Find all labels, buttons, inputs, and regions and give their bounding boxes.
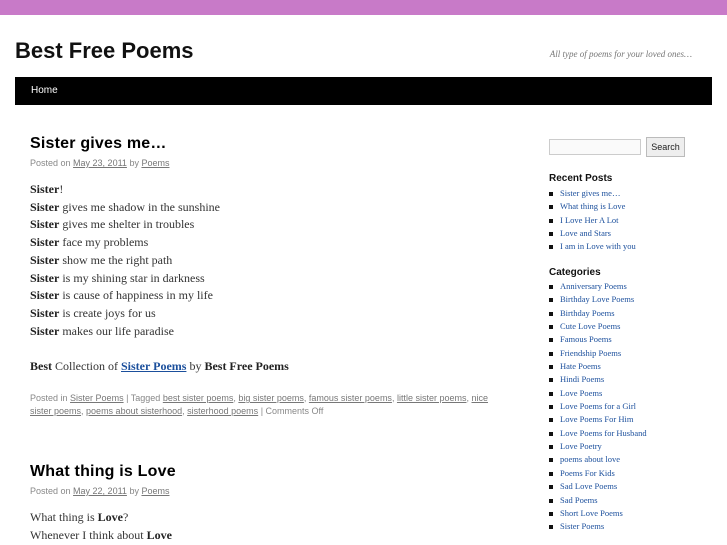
category-link[interactable]: Hate Poems [549, 360, 647, 373]
category-link[interactable]: Love Poetry [549, 440, 647, 453]
post-meta [30, 486, 176, 496]
category-link[interactable]: Poems For Kids [549, 467, 647, 480]
post-date-link[interactable]: May 23, 2011 [73, 158, 127, 168]
tag-link[interactable]: big sister poems [238, 393, 304, 404]
nav-home[interactable]: Home [31, 85, 58, 96]
comments-status: | Comments Off [260, 406, 324, 417]
recent-post-link[interactable]: Love and Stars [549, 227, 636, 240]
post-title[interactable]: What thing is Love [30, 463, 176, 480]
tag-link[interactable]: sisterhood poems [187, 406, 259, 417]
category-link[interactable]: Sad Love Poems [549, 480, 647, 493]
by-label: by [129, 486, 139, 496]
category-link[interactable]: Hindi Poems [549, 373, 647, 386]
category-link[interactable]: Anniversary Poems [549, 280, 647, 293]
category-link[interactable]: poems about love [549, 453, 647, 466]
site-tagline: All type of poems for your loved ones… [549, 49, 692, 59]
line-text: gives me shelter in troubles [59, 217, 195, 232]
category-link[interactable]: Short Love Poems [549, 507, 647, 520]
search-button[interactable]: Search [646, 137, 685, 157]
line-text: is cause of happiness in my life [59, 288, 213, 303]
category-link[interactable]: Cute Love Poems [549, 320, 647, 333]
post-sister-gives-me [30, 135, 500, 418]
category-link[interactable]: Sister Poems [70, 393, 124, 404]
recent-post-link[interactable]: What thing is Love [549, 200, 636, 213]
category-link[interactable]: Love Poems For Him [549, 413, 647, 426]
best-site-name: Best Free Poems [204, 359, 289, 374]
category-link[interactable]: Famous Poems [549, 333, 647, 346]
post-title[interactable]: Sister gives me… [30, 135, 167, 152]
tag-links: best sister poems, big sister poems, famous sister poems, little sister poems, nice sister poems, poems about sisterhood, sisterhood poems [30, 393, 489, 417]
poem-line [30, 234, 500, 252]
poem-line [30, 252, 500, 270]
poem-line [30, 199, 500, 217]
post-meta [30, 158, 500, 168]
best-mid: Collection of [52, 359, 121, 374]
poem-line [30, 323, 500, 341]
post-what-thing-is-love [30, 458, 176, 544]
category-link[interactable]: Friendship Poems [549, 347, 647, 360]
line-text: ? [123, 510, 129, 524]
line-text: is my shining star in darkness [59, 270, 205, 285]
poem-line [30, 509, 176, 527]
best-by: by [186, 359, 205, 374]
sister-poems-link[interactable]: Sister Poems [121, 359, 187, 374]
recent-post-link[interactable]: I am in Love with you [549, 240, 636, 253]
best-collection-line [30, 358, 500, 376]
tag-link[interactable]: best sister poems [162, 393, 234, 404]
tagged-label: | Tagged [126, 393, 161, 404]
by-label: by [129, 158, 139, 168]
category-link[interactable]: Sister Poems [549, 520, 647, 533]
search-input[interactable] [549, 139, 641, 155]
line-bold: Sister [30, 217, 60, 232]
categories-heading: Categories [549, 267, 601, 278]
tag-link[interactable]: nice sister poems [30, 393, 489, 417]
line-text: makes our life paradise [59, 323, 174, 338]
category-link[interactable]: Love Poems for a Girl [549, 400, 647, 413]
line-bold: Sister [30, 270, 60, 285]
post-body [30, 509, 176, 544]
post-body [30, 181, 500, 376]
post-author-link[interactable]: Poems [141, 486, 170, 496]
line-bold: Sister [30, 323, 60, 338]
poem-line [30, 181, 500, 199]
poem-line [30, 527, 176, 545]
line-text: Whenever I think about [30, 527, 147, 542]
post-date-link[interactable]: May 22, 2011 [73, 486, 127, 496]
category-link[interactable]: Sad Poems [549, 494, 647, 507]
tag-link[interactable]: little sister poems [396, 393, 467, 404]
posted-in-label: Posted in [30, 393, 68, 404]
post-footer [30, 392, 500, 418]
poem-line [30, 305, 500, 323]
top-accent-bar [0, 0, 727, 15]
line-text: What thing is [30, 510, 98, 524]
category-link[interactable]: Birthday Poems [549, 307, 647, 320]
line-text: gives me shadow in the sunshine [59, 199, 220, 214]
tag-link[interactable]: famous sister poems [308, 393, 392, 404]
best-prefix: Best [30, 359, 52, 374]
poem-lines [30, 181, 500, 340]
category-link[interactable]: Love Poems for Husband [549, 427, 647, 440]
line-bold: Sister [30, 235, 60, 250]
tag-link[interactable]: poems about sisterhood [86, 406, 183, 417]
line-text: ! [59, 182, 64, 196]
line-bold: Sister [30, 305, 60, 320]
post-author-link[interactable]: Poems [141, 158, 170, 168]
main-nav [15, 77, 712, 105]
line-bold: Sister [30, 199, 60, 214]
line-bold: Sister [30, 288, 60, 303]
poem-line [30, 216, 500, 234]
line-bold: Sister [30, 182, 60, 196]
poem-line [30, 287, 500, 305]
line-text: face my problems [59, 235, 149, 250]
recent-post-link[interactable]: Sister gives me… [549, 187, 636, 200]
line-text: show me the right path [59, 252, 173, 267]
main-content [30, 130, 500, 542]
line-bold: Sister [30, 252, 60, 267]
recent-posts-heading: Recent Posts [549, 173, 613, 184]
site-title[interactable]: Best Free Poems [15, 38, 194, 63]
category-link[interactable]: Love Poems [549, 387, 647, 400]
recent-posts-list [549, 187, 636, 254]
posted-on-label: Posted on [30, 486, 71, 496]
posted-on-label: Posted on [30, 158, 71, 168]
line-bold: Love [146, 527, 172, 542]
line-text: is create joys for us [59, 305, 156, 320]
line-bold: Love [97, 510, 124, 524]
categories-list [549, 280, 647, 534]
category-link[interactable]: Birthday Love Poems [549, 293, 647, 306]
poem-line [30, 270, 500, 288]
recent-post-link[interactable]: I Love Her A Lot [549, 214, 636, 227]
